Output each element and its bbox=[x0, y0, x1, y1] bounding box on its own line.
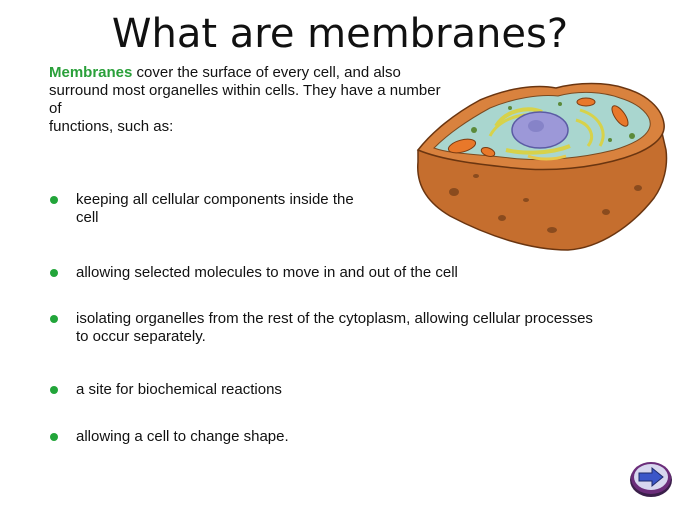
intro-line-2: surround most organelles within cells. They have a number bbox=[49, 82, 441, 99]
next-slide-button[interactable] bbox=[628, 459, 674, 499]
list-item bbox=[50, 428, 289, 446]
bullet-icon bbox=[50, 196, 58, 204]
list-item bbox=[50, 264, 458, 282]
list-item-text: allowing a cell to change shape. bbox=[76, 428, 289, 445]
list-item-text-cont: to occur separately. bbox=[76, 328, 206, 345]
list-item-text: keeping all cellular components inside the bbox=[76, 191, 354, 208]
bullet-icon bbox=[50, 269, 58, 277]
intro-line-3: of bbox=[49, 100, 62, 117]
list-item bbox=[50, 381, 282, 399]
list-item bbox=[50, 191, 354, 227]
intro-keyword: Membranes bbox=[49, 64, 133, 81]
list-item-text: allowing selected molecules to move in and out of the cell bbox=[76, 264, 458, 281]
intro-line-4: functions, such as: bbox=[49, 118, 174, 135]
list-item-text: isolating organelles from the rest of the cytoplasm, allowing cellular processes bbox=[76, 310, 593, 327]
bullet-icon bbox=[50, 315, 58, 323]
list-item-text-cont: cell bbox=[76, 209, 99, 226]
slide-title: What are membranes? bbox=[111, 11, 569, 57]
list-item bbox=[50, 310, 593, 346]
bullet-icon bbox=[50, 433, 58, 441]
intro-line-1-text: cover the surface of every cell, and also bbox=[132, 64, 401, 81]
list-item-text: a site for biochemical reactions bbox=[76, 381, 282, 398]
bullet-icon bbox=[50, 386, 58, 394]
